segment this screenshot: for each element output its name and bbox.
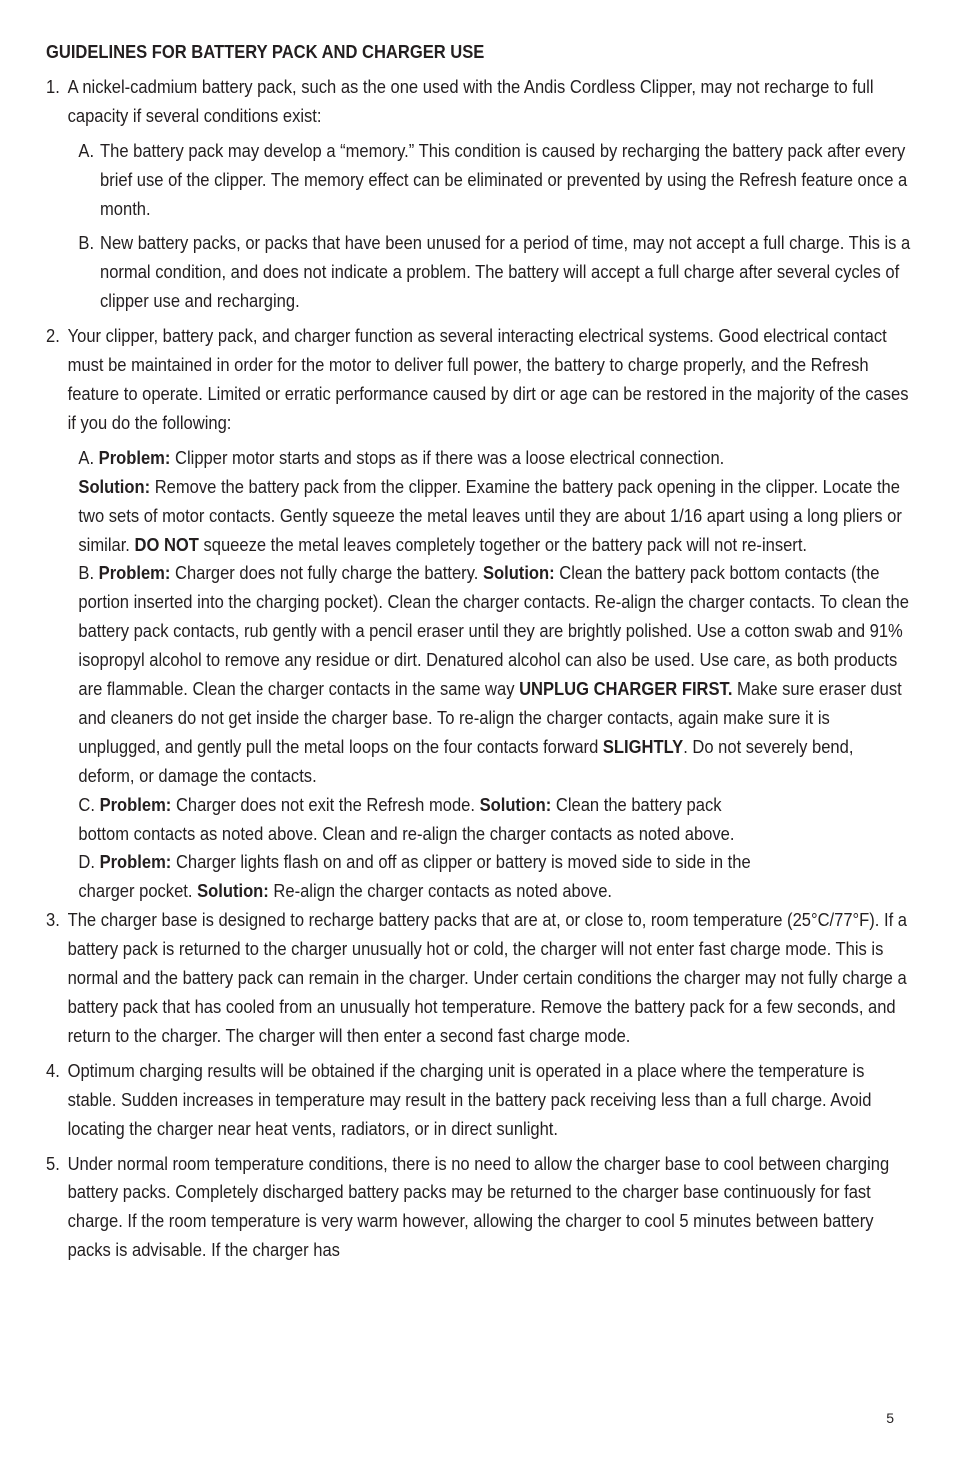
- page-number: 5: [886, 1410, 894, 1426]
- problem-label: Problem:: [99, 851, 172, 873]
- list-item-2: [46, 322, 912, 438]
- solution-text: Clean the battery pack bottom contacts (the portion inserted into the charging pocket). Clean the charger contacts. Re-align the charger contacts. To clean the battery pack contacts, rub gently with a pencil eraser until they are brightly polished. Use a cotton swab and 91% isopropyl alcohol to remove any residue or dirt. Denatured alcohol can also be used. Use care, as both products are flammable. Clean the charger contacts in the same way: [78, 562, 909, 700]
- ps-letter: C.: [78, 793, 95, 815]
- sub-item-letter: A.: [78, 139, 95, 161]
- list-item-5: [46, 1150, 912, 1266]
- sub-item-text: The battery pack may develop a “memory.” This condition is caused by recharging the battery pack after every brief use of the clipper. The memory effect can be eliminated or prevented by using the Refresh feature once a month.: [100, 139, 908, 219]
- item-text: Your clipper, battery pack, and charger function as several interacting electrical systems. Good electrical contact must be maintained in order for the motor to deliver full power, the battery to charge properly, and the Refresh feature to operate. Limited or erratic performance caused by dirt or age can be restored in the majority of the cases if you do the following:: [67, 325, 909, 433]
- item-text: Optimum charging results will be obtained if the charging unit is operated in a place where the temperature is stable. Sudden increases in temperature may result in the battery pack receiving less than a full charge. Avoid locating the charger near heat vents, radiators, or in direct sunlight.: [67, 1059, 872, 1139]
- sub-item-1a: [46, 137, 912, 224]
- problem-solution-b: [78, 559, 911, 790]
- item-number: 5.: [46, 1152, 60, 1174]
- problem-label: Problem:: [98, 446, 171, 468]
- sub-item-text: New battery packs, or packs that have been unused for a period of time, may not accept a full charge. This is a normal condition, and does not indicate a problem. The battery will accept a full charge after several cycles of clipper use and recharging.: [100, 232, 911, 312]
- item-number: 1.: [46, 75, 60, 97]
- problem-text: Charger lights flash on and off as clipper or battery is moved side to side in the charger pocket.: [78, 851, 751, 902]
- item-text: The charger base is designed to recharge battery packs that are at, or close to, room temperature (25°C/77°F). If a battery pack is returned to the charger unusually hot or cold, the charger will not enter fast charge mode. This is normal and the battery pack can remain in the charger. Under certain conditions the charger may not fully charge a battery pack that has cooled from an unusually hot temperature. Remove the battery pack for a few seconds, and return to the charger. The charger will then enter a second fast charge mode.: [67, 909, 908, 1046]
- list-item-3: [46, 906, 912, 1051]
- list-item-1: [46, 73, 912, 131]
- emphasis-text: SLIGHTLY: [602, 735, 684, 757]
- solution-text: Clean the battery pack bottom contacts as noted above. Clean and re-align the charger contacts as noted above.: [78, 793, 735, 844]
- document-page: [46, 38, 911, 1271]
- item-number: 2.: [46, 325, 60, 347]
- item-text: A nickel-cadmium battery pack, such as the one used with the Andis Cordless Clipper, may not recharge to full capacity if several conditions exist:: [67, 75, 874, 126]
- problem-solution-a: [78, 444, 911, 560]
- problem-text: Clipper motor starts and stops as if there was a loose electrical connection.: [175, 446, 725, 468]
- item-text: Under normal room temperature conditions, there is no need to allow the charger base to cool between charging battery packs. Completely discharged battery packs may be returned to the charger base continuously for fast charge. If the room temperature is very warm however, allowing the charger to cool 5 minutes between battery packs is advisable. If the charger has: [67, 1152, 890, 1261]
- list-item-4: [46, 1057, 912, 1144]
- solution-text: Re-align the charger contacts as noted above.: [273, 880, 613, 902]
- solution-label: Solution:: [482, 562, 555, 584]
- problem-solution-c: [78, 791, 776, 849]
- section-heading: GUIDELINES FOR BATTERY PACK AND CHARGER USE: [46, 41, 485, 62]
- item-1-sublist: [46, 137, 912, 316]
- ps-letter: A.: [78, 446, 95, 468]
- ps-letter: D.: [78, 851, 95, 873]
- solution-text: Remove the battery pack from the clipper. Examine the battery pack opening in the clipper. Locate the two sets of motor contacts. Gently squeeze the metal leaves until they are about 1/16 apart using a long pliers or similar.: [78, 475, 902, 555]
- problem-label: Problem:: [99, 793, 172, 815]
- ps-letter: B.: [78, 562, 95, 584]
- problem-solution-list: [46, 444, 912, 907]
- item-number: 4.: [46, 1059, 60, 1081]
- solution-label: Solution:: [78, 475, 151, 497]
- sub-item-letter: B.: [78, 232, 95, 254]
- problem-text: Charger does not fully charge the battery.: [175, 562, 479, 584]
- solution-text: Make sure eraser dust and cleaners do not get inside the charger base. To re-align the charger contacts, again make sure it is unplugged, and gently pull the metal loops on the four contacts forward: [78, 678, 902, 757]
- solution-text: squeeze the metal leaves completely together or the battery pack will not re-insert.: [203, 533, 808, 555]
- sub-item-1b: [46, 229, 912, 316]
- item-number: 3.: [46, 909, 60, 931]
- solution-label: Solution:: [197, 880, 269, 902]
- emphasis-text: DO NOT: [134, 533, 199, 555]
- solution-text: . Do not severely bend, deform, or damage the contacts.: [78, 735, 854, 786]
- solution-label: Solution:: [479, 793, 552, 815]
- emphasis-text: UNPLUG CHARGER FIRST.: [519, 678, 733, 700]
- problem-solution-d: [78, 848, 776, 906]
- problem-label: Problem:: [98, 562, 171, 584]
- problem-text: Charger does not exit the Refresh mode.: [175, 793, 475, 815]
